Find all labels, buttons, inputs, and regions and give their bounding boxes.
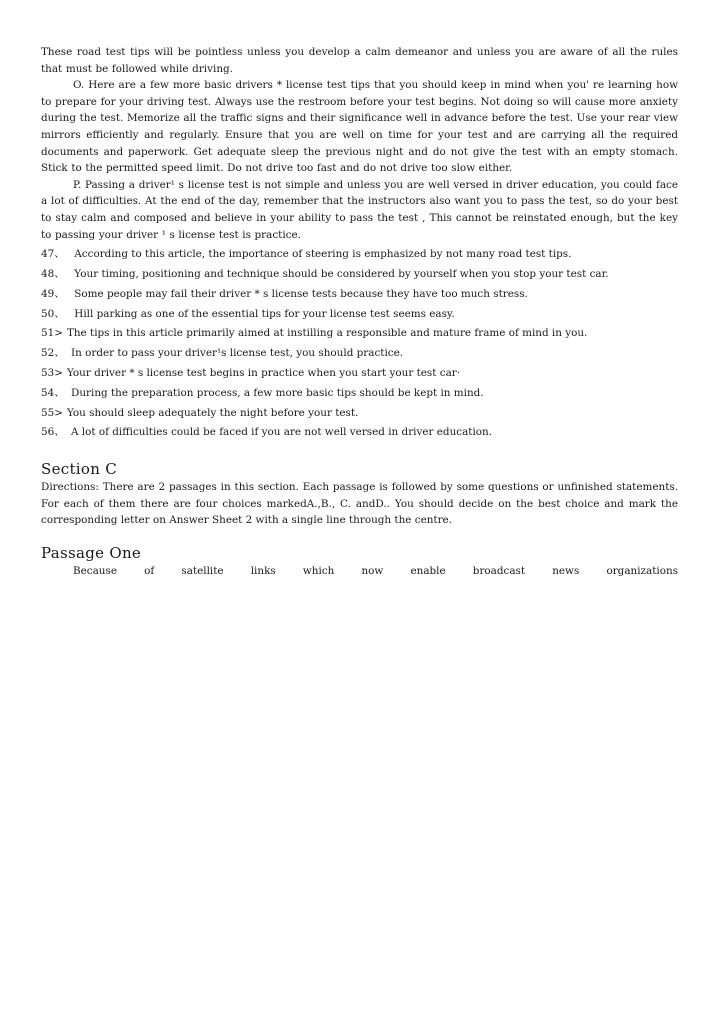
passage-first-line: Because of satellite links which now enable broadcast news organizations [73, 564, 678, 577]
section-directions: Directions: There are 2 passages in this section. Each passage is followed by some questions or unfinished statements. For each of them there are four choices markedA.,B., C. andD.. You should decide on the best choice and mark the corresponding letter on Answer Sheet 2 with a single line through the centre. [41, 481, 678, 527]
paragraph-p: P. Passing a driver¹ s license test is not simple and unless you are well versed in driver education, you could face a lot of difficulties. At the end of the day, remember that the instructors also want you to pass the test, so do your best to stay calm and composed and believe in your ability to pass the test , This cannot be reinstated enough, but the key to passing your driver ¹ s license test is practice. [41, 178, 678, 241]
question-text: A lot of difficulties could be faced if you are not well versed in driver education. [71, 426, 493, 439]
question-text: You should sleep adequately the night before your test. [66, 406, 359, 419]
passage-title: Passage One [41, 543, 142, 562]
question-53 [41, 364, 678, 384]
question-number: 48、 [41, 267, 65, 280]
question-52 [41, 344, 678, 364]
question-47 [41, 245, 678, 265]
question-number: 53> [41, 366, 63, 379]
question-55 [41, 404, 678, 424]
question-number: 50、 [41, 307, 65, 320]
intro-paragraph: These road test tips will be pointless unless you develop a calm demeanor and unless you are aware of all the rules that must be followed while driving. [41, 46, 678, 75]
question-number: 49、 [41, 287, 65, 300]
question-54 [41, 384, 678, 404]
paragraph-o: O. Here are a few more basic drivers * license test tips that you should keep in mind when you' re learning how to prepare for your driving test. Always use the restroom before your test begins. Not doing so will cause more anxiety during the test. Memorize all the traffic signs and their significance well in advance before the test. Use your rear view mirrors efficiently and regularly. Ensure that you are well on time for your test and are carrying all the required documents and paperwork. Get adequate sleep the previous night and do not give the test with an empty stomach. Stick to the permitted speed limit. Do not drive too fast and do not drive too slow either. [41, 79, 678, 175]
question-text: In order to pass your driver¹s license test, you should practice. [71, 347, 404, 360]
question-list [41, 245, 678, 443]
question-number: 52、 [41, 347, 65, 360]
question-51 [41, 324, 678, 344]
question-text: According to this article, the importance of steering is emphasized by not many road test tips. [71, 248, 572, 261]
question-text: During the preparation process, a few more basic tips should be kept in mind. [71, 386, 484, 399]
question-number: 56、 [41, 426, 65, 439]
question-number: 54、 [41, 386, 65, 399]
question-number: 51> [41, 327, 63, 340]
section-title: Section C [41, 460, 118, 479]
question-text: Your driver * s license test begins in practice when you start your test car· [66, 366, 461, 379]
question-text: The tips in this article primarily aimed at instilling a responsible and mature frame of mind in you. [66, 327, 588, 340]
question-50 [41, 305, 678, 325]
question-text: Some people may fail their driver * s license tests because they have too much stress. [71, 287, 528, 300]
question-text: Hill parking as one of the essential tips for your license test seems easy. [71, 307, 455, 320]
question-text: Your timing, positioning and technique should be considered by yourself when you stop your test car. [71, 267, 609, 280]
question-number: 47、 [41, 248, 65, 261]
question-56 [41, 423, 678, 443]
question-49 [41, 285, 678, 305]
question-48 [41, 265, 678, 285]
question-number: 55> [41, 406, 63, 419]
document-page [41, 44, 678, 579]
